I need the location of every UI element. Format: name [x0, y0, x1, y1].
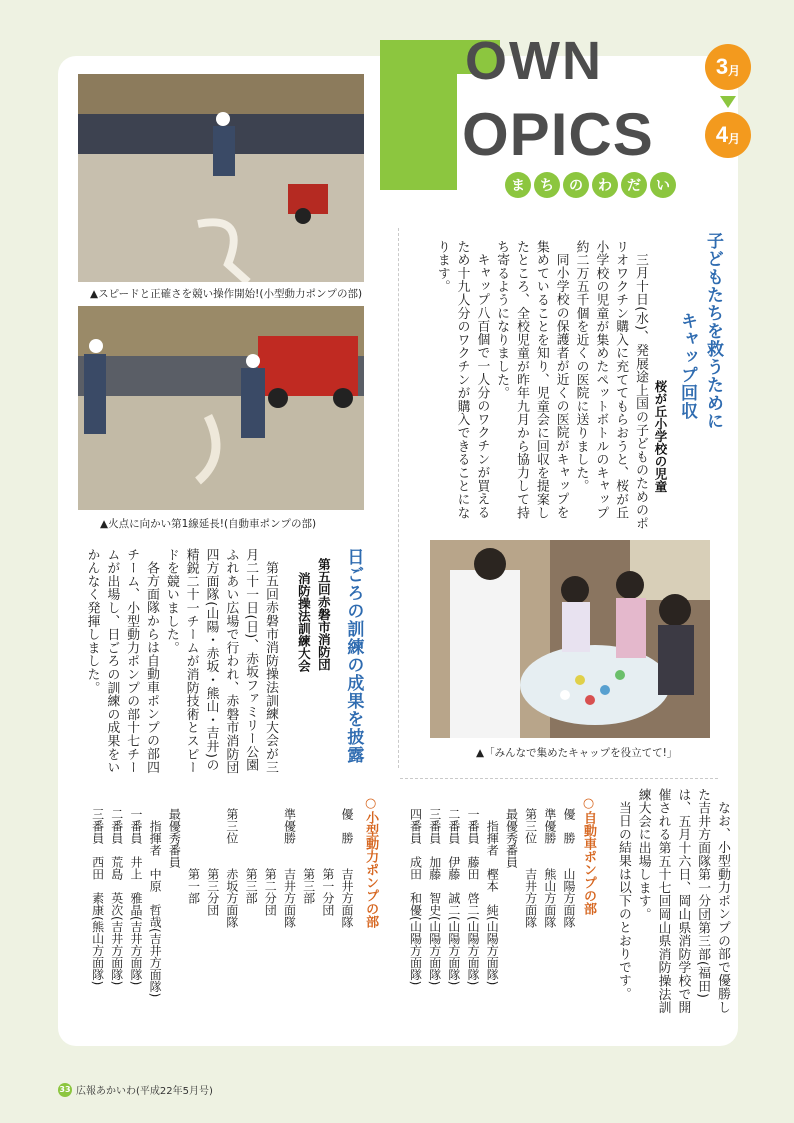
subtitle-char: ま — [505, 172, 531, 198]
result-line: 一番員 藤田 啓二(山陽方面隊) — [466, 808, 481, 986]
month-from-suffix: 月 — [728, 63, 741, 78]
caps-subhead: 桜が丘小学校の児童 — [653, 380, 668, 493]
result-line: 最優秀番員 — [504, 808, 519, 868]
month-to-badge — [705, 112, 751, 158]
month-arrow-icon — [720, 96, 736, 108]
results-small-list — [80, 808, 356, 1028]
subtitle-char: だ — [621, 172, 647, 198]
result-line: 第二分団 — [263, 808, 278, 916]
result-line: 指揮者 樫本 純(山陽方面隊) — [485, 808, 500, 986]
footer — [58, 1082, 213, 1097]
drill-subhead-2: 消防操法訓練大会 — [296, 572, 312, 672]
result-line: 第三分団 — [205, 808, 220, 916]
subtitle-char: い — [650, 172, 676, 198]
result-line: 最優秀番員 — [167, 808, 182, 868]
title-opics: OPICS — [462, 101, 654, 168]
results-intro — [600, 788, 732, 1018]
photo-cap-collection — [430, 540, 710, 738]
subtitle-machinowadai — [505, 172, 676, 194]
photo-car-pump-drill — [78, 306, 364, 510]
result-line: 二番員 荒島 英次(吉井方面隊) — [109, 808, 124, 986]
result-line: 第三部 — [301, 808, 316, 904]
drill-subhead-1: 第五回赤磐市消防団 — [316, 558, 332, 671]
drill-headline: 日ごろの訓練の成果を披露 — [343, 548, 364, 764]
result-line: 第三位 吉井方面隊 — [523, 808, 538, 928]
month-to-suffix: 月 — [728, 131, 741, 146]
caps-headline-2: キャップ回収 — [677, 312, 697, 420]
result-line: 第三部 — [244, 808, 259, 904]
result-line: 四番員 成田 和優(山陽方面隊) — [408, 808, 423, 986]
photo-caption-1: ▲スピードと正確さを競い操作開始!(小型動力ポンプの部) — [90, 288, 363, 300]
caps-body — [392, 240, 650, 530]
section-divider — [400, 778, 718, 779]
result-line: 三番員 加藤 智史(山陽方面隊) — [427, 808, 442, 986]
results-intro-paragraph: なお、小型動力ポンプの部で優勝した吉井方面隊第一分団第三部(福田)は、五月十六日、岡山県消防学校で開催される第五十七回岡山県消防操法訓練大会に出場します。 — [635, 788, 730, 1015]
drill-paragraph: 第五回赤磐市消防操法訓練大会が三月二十一日(日)、赤坂ファミリー公園ふれあい広場で行われ、赤磐市消防団四方面隊(山陽・赤坂・熊山・吉井)の精鋭二十一チームが消防技術とスピードを競いました。 — [163, 548, 278, 775]
result-line: 二番員 伊藤 誠二(山陽方面隊) — [446, 808, 461, 986]
result-line: 優 勝 吉井方面隊 — [340, 808, 354, 928]
results-intro-paragraph: 当日の結果は以下のとおりです。 — [615, 800, 631, 1001]
drill-body — [80, 548, 280, 778]
page-number: 33 — [58, 1083, 72, 1097]
result-line: 優 勝 山陽方面隊 — [562, 808, 576, 928]
month-to: 4 — [715, 122, 729, 147]
result-line: 準優勝 吉井方面隊 — [282, 808, 297, 928]
caps-headline-1: 子どもたちを救うために — [703, 232, 723, 430]
results-car-list — [405, 808, 578, 1028]
subtitle-char: ち — [534, 172, 560, 198]
result-line: 第一部 — [186, 808, 201, 904]
result-line: 準優勝 熊山方面隊 — [542, 808, 557, 928]
month-from-badge — [705, 44, 751, 90]
subtitle-char: わ — [592, 172, 618, 198]
result-line: 一番員 井上 雅晶(吉井方面隊) — [128, 808, 143, 986]
result-line: 第一分団 — [320, 808, 335, 916]
photo-caption-2: ▲火点に向かい第1線延長!(自動車ポンプの部) — [100, 518, 317, 530]
title-own: OWN — [465, 31, 603, 91]
result-line: 指揮者 中原 哲哉(吉井方面隊) — [148, 808, 163, 998]
results-small-title: ○小型動力ポンプの部 — [363, 796, 379, 928]
drill-paragraph: 各方面隊からは自動車ポンプの部四チーム、小型動力ポンプの部十七チームが出場し、日ごろの訓練の成果をいかんなく発揮しました。 — [84, 548, 160, 775]
month-from: 3 — [715, 54, 729, 79]
caps-paragraph: 同小学校の保護者が近くの医院がキャップを集めていることを知り、児童会に回収を提案したところ、全校児童が昨年九月から協力して持ち寄るようになりました。 — [494, 240, 569, 520]
results-car-title: ○自動車ポンプの部 — [581, 796, 596, 915]
result-line: 三番員 西田 素康(熊山方面隊) — [90, 808, 105, 986]
caps-paragraph: 三月十日(水)、発展途上国の子どものためのポリオワクチン購入に充ててもらおうと、桜が丘小学校の児童が集めたペットボトルのキャップ約二万五千個を近くの医院に送りました。 — [573, 240, 648, 530]
photo-caption-3: ▲「みんなで集めたキャップを役立てて!」 — [476, 747, 678, 759]
subtitle-char: の — [563, 172, 589, 198]
caps-paragraph: キャップ八百個で一人分のワクチンが買えるため十九人分のワクチンが購入できることになります。 — [434, 240, 490, 520]
photo-small-pump-drill — [78, 74, 364, 282]
publication-name: 広報あかいわ(平成22年5月号) — [76, 1086, 213, 1097]
result-line: 第三位 赤坂方面隊 — [224, 808, 239, 928]
